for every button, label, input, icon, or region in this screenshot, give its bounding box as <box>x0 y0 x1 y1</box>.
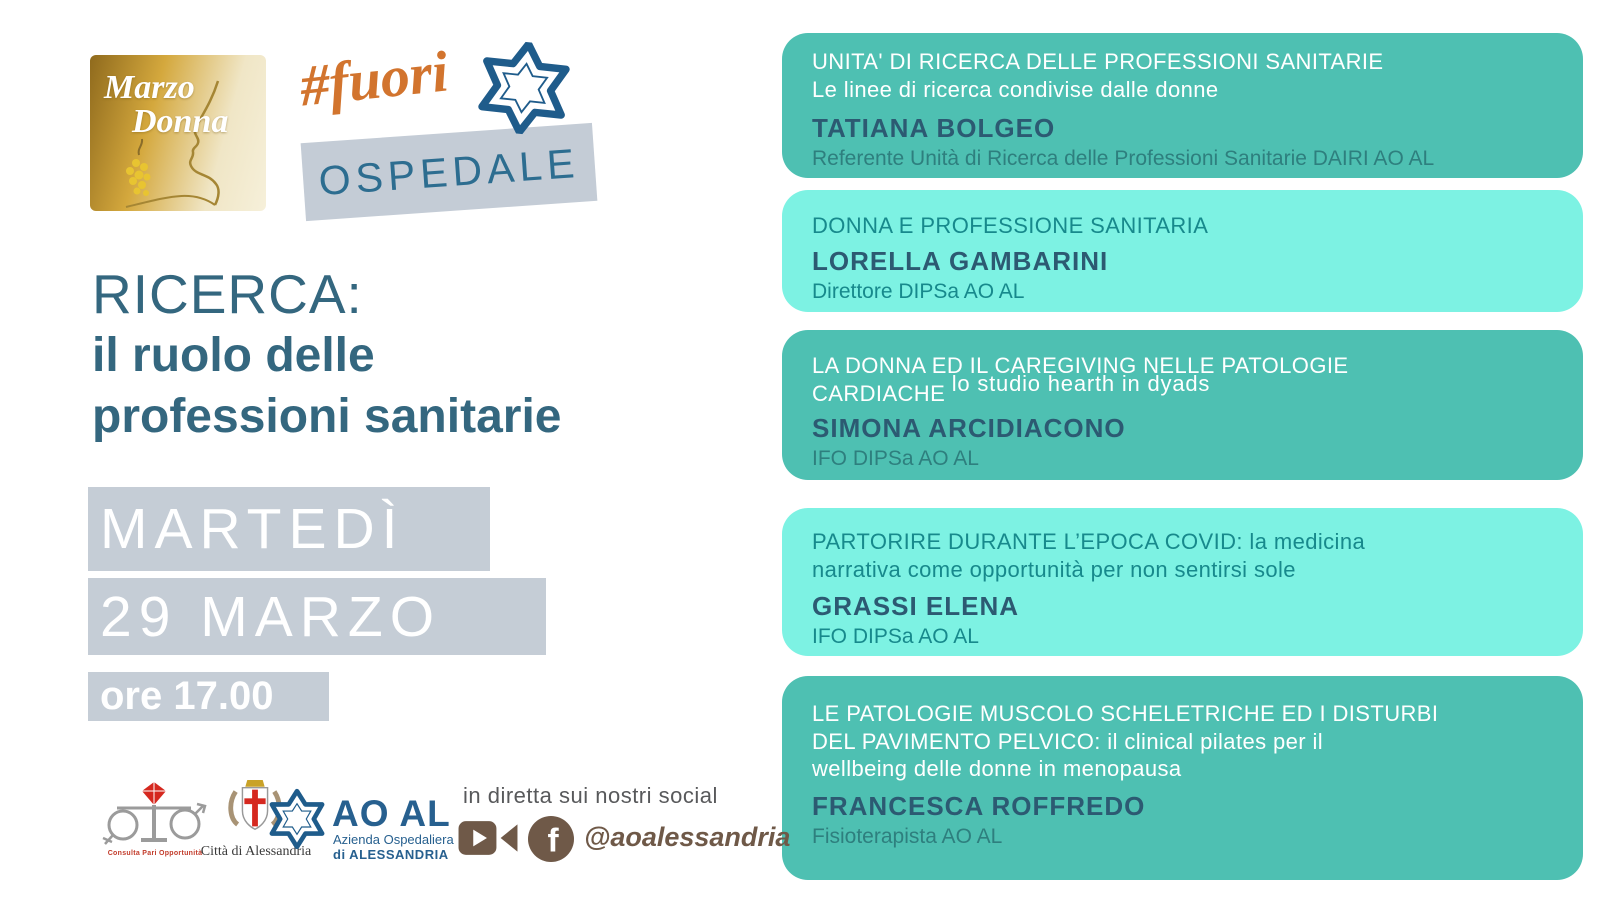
talk-topic-line-1: LA DONNA ED IL CAREGIVING NELLE PATOLOGIE <box>812 353 1349 378</box>
talk-topic-line-2: narrativa come opportunità per non sentirsi sole <box>812 556 1296 582</box>
marzo-donna-wordmark <box>104 71 228 139</box>
talk-speaker: GRASSI ELENA <box>812 591 1020 622</box>
talk-topic-line-2 <box>812 728 1553 756</box>
event-date: 29 MARZO <box>88 578 546 655</box>
talk-topic-caps: PARTORIRE DURANTE L’EPOCA COVID: <box>812 529 1243 554</box>
facebook-icon <box>528 816 574 862</box>
ospedale-banner <box>301 123 598 221</box>
ospedale-label: OSPEDALE <box>317 139 581 204</box>
svg-text:f: f <box>547 822 559 860</box>
social-live-text: in diretta sui nostri social <box>463 783 718 808</box>
talk-card-3 <box>782 330 1583 480</box>
talk-role: Fisioterapista AO AL <box>812 825 1003 849</box>
title-bold-line-2: professioni sanitarie <box>92 389 562 443</box>
talk-speaker: SIMONA ARCIDIACONO <box>812 413 1126 444</box>
talk-card-1 <box>782 33 1583 178</box>
talk-topic-detail: lo studio hearth in dyads <box>951 370 1211 396</box>
aoal-star-icon <box>268 788 326 850</box>
fuori-hashtag: #fuori <box>296 38 452 119</box>
marzo-line: Marzo <box>104 69 195 106</box>
page-title <box>92 264 561 447</box>
talk-topic-caps: CARDIACHE <box>812 380 946 406</box>
talk-speaker: LORELLA GAMBARINI <box>812 245 1109 276</box>
event-day: MARTEDÌ <box>88 487 490 571</box>
city-caption: Città di Alessandria <box>200 844 312 859</box>
talk-role: Referente Unità di Ricerca delle Professioni Sanitarie DAIRI AO AL <box>812 147 1435 171</box>
talk-speaker: FRANCESCA ROFFREDO <box>812 791 1146 822</box>
talk-card-5 <box>782 676 1583 880</box>
talk-topic-line-3: wellbeing delle donne in menopausa <box>812 756 1182 782</box>
talk-subtitle: Le linee di ricerca condivise dalle donne <box>812 76 1219 102</box>
talk-topic-line-1: LE PATOLOGIE MUSCOLO SCHELETRICHE ED I DISTURBI <box>812 701 1439 726</box>
marzo-donna-logo <box>90 55 266 211</box>
talk-topic-line-1 <box>812 528 1553 556</box>
mimosa-earring-icon <box>126 159 151 196</box>
talk-topic-detail: la medicina <box>1242 529 1366 554</box>
talk-role: IFO DIPSa AO AL <box>812 625 979 649</box>
hospital-name-line-2: di ALESSANDRIA <box>333 847 449 862</box>
star-icon <box>473 37 574 138</box>
talk-topic: DONNA E PROFESSIONE SANITARIA <box>812 213 1209 238</box>
equal-opportunities-scales-icon <box>98 780 210 850</box>
talk-topic-detail: il clinical pilates per il <box>1100 728 1324 754</box>
talk-topic: UNITA' DI RICERCA DELLE PROFESSIONI SANITARIE <box>812 49 1384 74</box>
video-camera-icon <box>458 818 518 858</box>
hospital-acronym: AO AL <box>332 793 451 834</box>
consulta-caption: Consulta Pari Opportunità <box>107 850 203 857</box>
talk-card-2 <box>782 190 1583 312</box>
talk-card-4 <box>782 508 1583 656</box>
talk-topic-line-2 <box>812 370 1553 408</box>
title-bold-line-1: il ruolo delle <box>92 328 375 382</box>
social-handle: @aoalessandria <box>584 822 791 852</box>
talk-topic-caps: DEL PAVIMENTO PELVICO: <box>812 728 1101 754</box>
talk-role: IFO DIPSa AO AL <box>812 447 979 471</box>
title-light-line: RICERCA: <box>92 263 363 325</box>
hospital-name-line-1: Azienda Ospedaliera <box>333 832 454 847</box>
talk-role: Direttore DIPSa AO AL <box>812 279 1025 303</box>
event-time: ore 17.00 <box>88 672 329 721</box>
talk-speaker: TATIANA BOLGEO <box>812 113 1056 144</box>
donna-line: Donna <box>132 103 229 140</box>
